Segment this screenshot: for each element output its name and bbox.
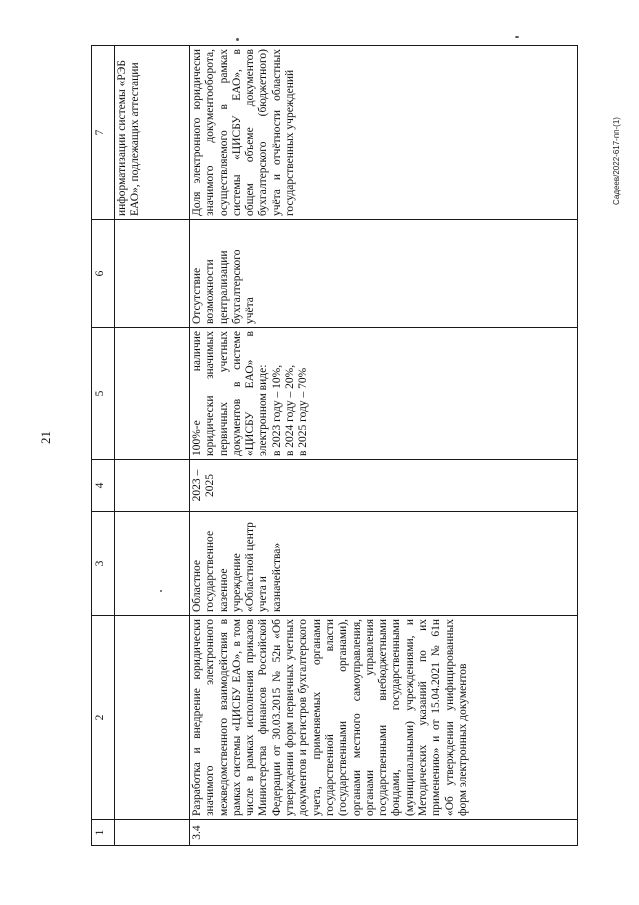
cell-risk: Отсутствие возможности централизации бухгалтерского учёта: [190, 220, 578, 328]
cell-result: 100%-е наличие юридически значимых первичных учетных документов в системе «ЦИСБУ ЕАО» в электронном виде: в 2023 году – 10%, в 2024 году – 20%, в 2025 году – 70%: [190, 328, 578, 460]
header-cell-num: 1: [92, 820, 115, 846]
cell-executor: Областное государственное казенное учреждение «Областной центр учета и казначейства»: [190, 512, 578, 616]
header-cell-name: 2: [92, 616, 115, 820]
document-code: Садеев/2022-617-пп-(1): [612, 117, 621, 205]
measures-table-rotated: [91, 46, 612, 846]
header-cell-result: 5: [92, 328, 115, 460]
page-number: 21: [38, 431, 53, 444]
header-cell-risk: 6: [92, 220, 115, 328]
table-row-continuation: [115, 46, 190, 846]
cell-num: [115, 820, 190, 846]
header-cell-executor: 3: [92, 512, 115, 616]
header-cell-indicator: 7: [92, 46, 115, 220]
cell-indicator: информатизации системы «РЭБ ЕАО», подлежащих аттестации: [115, 46, 190, 220]
header-cell-period: 4: [92, 460, 115, 512]
cell-executor: [115, 512, 190, 616]
cell-period: 2023 – 2025: [190, 460, 578, 512]
cell-name: [115, 616, 190, 820]
scan-speck: [236, 38, 239, 41]
cell-period: [115, 460, 190, 512]
table-row-3-4: [190, 46, 578, 846]
scan-speck: [515, 36, 519, 38]
cell-indicator: Доля электронного юридически значимого документооборота, осуществляемого в рамках системы «ЦИСБУ ЕАО», в общем объеме документов бухгалтерского (бюджетного) учёта и отчётности областных государственных учреждений: [190, 46, 578, 220]
measures-table: [91, 45, 578, 846]
cell-risk: [115, 220, 190, 328]
cell-name: Разработка и внедрение юридически значимого электронного межведомственного взаимодействия в рамках системы «ЦИСБУ ЕАО», в том числе в рамках исполнения приказов Министерства финансов Российской Федерации от 30.03.2015 № 52н «Об утверждении форм первичных учетных документов и регистров бухгалтерского учета, применяемых органами государственной власти (государственными органами), органами местного самоуправления, органами управления государственными внебюджетными фондами, государственными (муниципальными) учреждениями, и Методических указаний по их применению» и от 15.04.2021 № 61н «Об утверждении унифицированных форм электронных документов: [190, 616, 578, 820]
cell-num: 3.4: [190, 820, 578, 846]
header-row: [92, 46, 115, 846]
cell-result: [115, 328, 190, 460]
